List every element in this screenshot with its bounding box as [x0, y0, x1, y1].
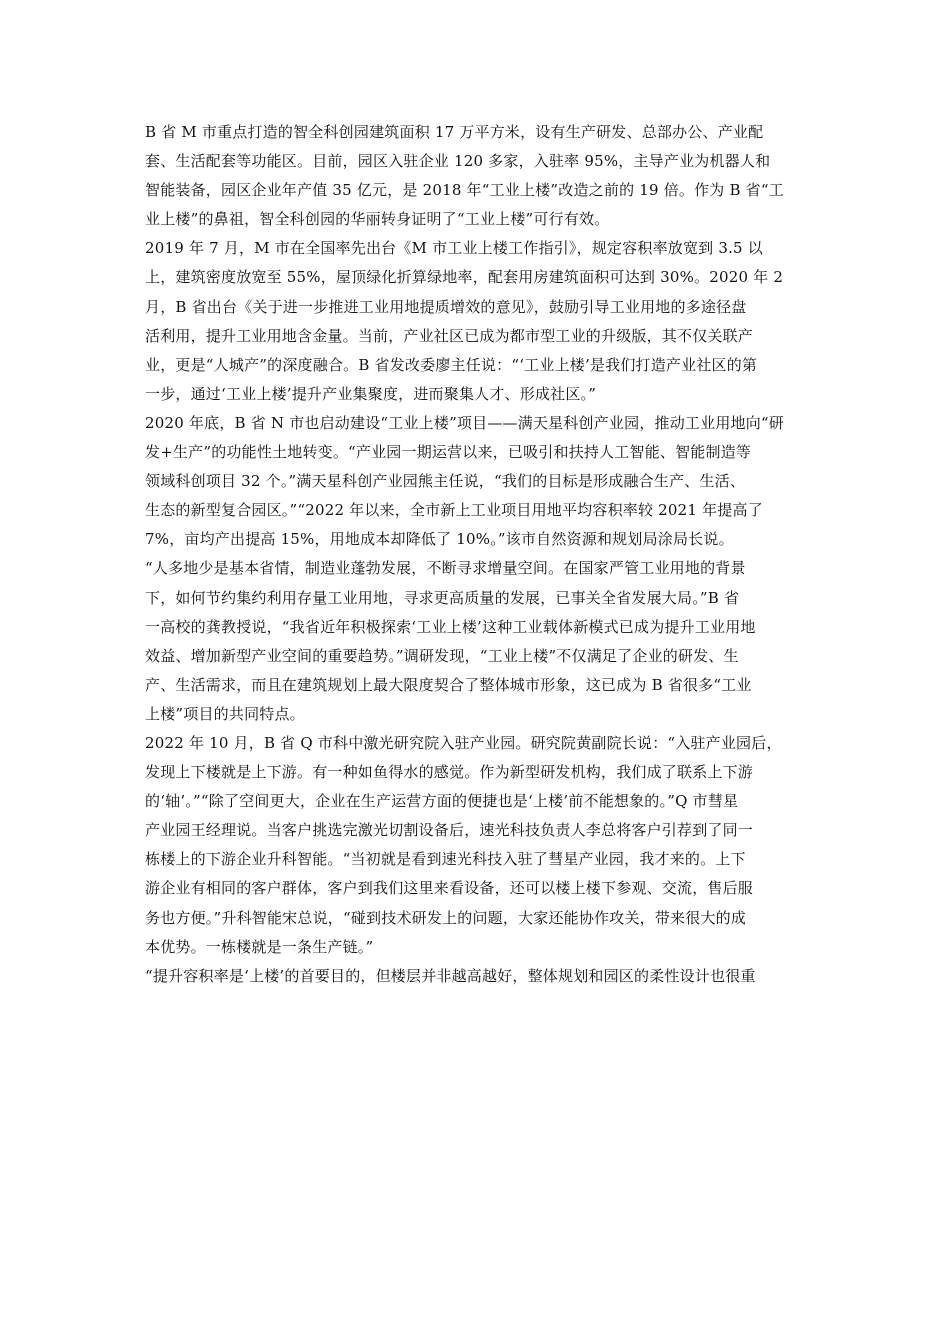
text-line: 2020 年底，B 省 N 市也启动建设“工业上楼”项目——满天星科创产业园，推动工业用地向“研	[145, 413, 785, 432]
text-line: 2019 年 7 月，M 市在全国率先出台《M 市工业上楼工作指引》，规定容积率放宽到 3.5 以	[145, 239, 763, 258]
text-line: 业，更是“人城产”的深度融合。B 省发改委廖主任说：“‘工业上楼’是我们打造产业社区的第	[145, 355, 758, 374]
text-line: “提升容积率是‘上楼’的首要目的，但楼层并非越高越好，整体规划和园区的柔性设计也很重	[145, 966, 756, 985]
text-line: 生态的新型复合园区。”“2022 年以来，全市新上工业项目用地平均容积率较 2021 年提高了	[145, 501, 763, 520]
text-line: B 省 M 市重点打造的智全科创园建筑面积 17 万平方米，设有生产研发、总部办公、产业配	[145, 123, 764, 141]
text-line: 2022 年 10 月，B 省 Q 市科中激光研究院入驻产业园。研究院黄副院长说：“入驻产业园后，	[145, 733, 782, 752]
text-line: 7%，亩均产出提高 15%，用地成本却降低了 10%。”该市自然资源和规划局涂局长说。	[145, 530, 734, 549]
text-line: 栋楼上的下游企业升科智能。“当初就是看到速光科技入驻了彗星产业园，我才来的。上下	[145, 850, 746, 869]
text-line: 效益、增加新型产业空间的重要趋势。”调研发现，“工业上楼”不仅满足了企业的研发、生	[145, 646, 739, 665]
text-line: 月，B 省出台《关于进一步推进工业用地提质增效的意见》，鼓励引导工业用地的多途径盘	[145, 297, 747, 316]
text-line: 游企业有相同的客户群体，客户到我们这里来看设备，还可以楼上楼下参观、交流，售后服	[145, 879, 754, 898]
text-line: 上，建筑密度放宽至 55%，屋顶绿化折算绿地率，配套用房建筑面积可达到 30%。2020 年 2	[145, 268, 784, 287]
text-line: 产、生活需求，而且在建筑规划上最大限度契合了整体城市形象，这已成为 B 省很多“工业	[145, 675, 752, 694]
text-line: 发现上下楼就是上下游。有一种如鱼得水的感觉。作为新型研发机构，我们成了联系上下游	[145, 763, 754, 782]
body-text	[145, 118, 885, 991]
text-line: 一步，通过‘工业上楼’提升产业集聚度，进而聚集人才、形成社区。”	[145, 384, 597, 403]
text-line: 务也方便。”升科智能宋总说，“碰到技术研发上的问题，大家还能协作攻关，带来很大的成	[145, 908, 747, 927]
text-line: 领域科创项目 32 个。”满天星科创产业园熊主任说，“我们的目标是形成融合生产、生活、	[145, 472, 746, 491]
text-line: “人多地少是基本省情，制造业蓬勃发展，不断寻求增量空间。在国家严管工业用地的背景	[145, 559, 746, 578]
text-line: 活利用，提升工业用地含金量。当前，产业社区已成为都市型工业的升级版，其不仅关联产	[145, 326, 754, 345]
text-line: 智能装备，园区企业年产值 35 亿元，是 2018 年“工业上楼”改造之前的 19 倍。作为 B 省“工	[145, 181, 784, 200]
text-line: 发+生产”的功能性土地转变。“产业园一期运营以来，已吸引和扶持人工智能、智能制造等	[145, 443, 752, 462]
text-line: 的‘轴’。”“除了空间更大，企业在生产运营方面的便捷也是‘上楼’前不能想象的。”Q 市彗星	[145, 792, 739, 811]
text-line: 一高校的龚教授说，“我省近年积极探索‘工业上楼’这种工业载体新模式已成为提升工业用地	[145, 617, 756, 636]
text-line: 下，如何节约集约利用存量工业用地，寻求更高质量的发展，已事关全省发展大局。”B 省	[145, 588, 740, 607]
text-line: 套、生活配套等功能区。目前，园区入驻企业 120 多家，入驻率 95%，主导产业为机器人和	[145, 152, 771, 171]
text-line: 上楼”项目的共同特点。	[145, 704, 305, 723]
text-line: 业上楼”的鼻祖，智全科创园的华丽转身证明了“工业上楼”可行有效。	[145, 210, 610, 229]
text-line: 本优势。一栋楼就是一条生产链。”	[145, 937, 374, 956]
text-line: 产业园王经理说。当客户挑选完激光切割设备后，速光科技负责人李总将客户引荐到了同一	[145, 821, 754, 840]
